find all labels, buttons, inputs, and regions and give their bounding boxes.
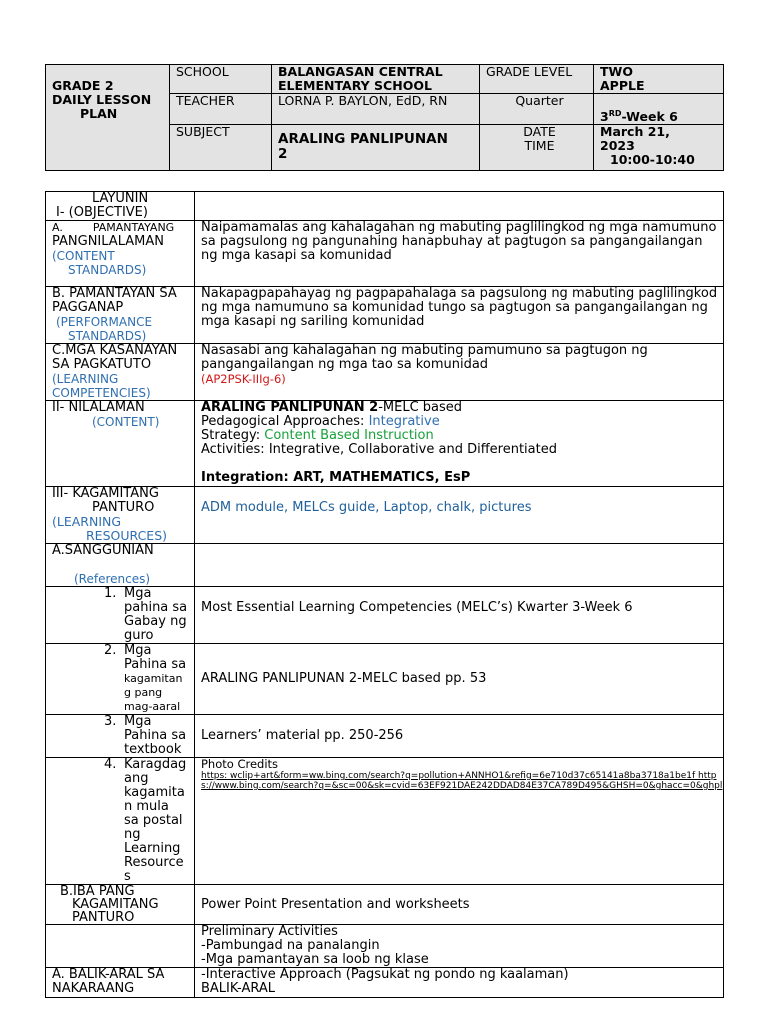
- ref3-label: 3. Mga Pahina sa textbook: [46, 715, 195, 758]
- quarter-value: 3RD-Week 6: [594, 94, 724, 125]
- dlp-title: GRADE 2 DAILY LESSON PLAN: [46, 65, 170, 171]
- competencies-label: C.MGA KASANAYAN SA PAGKATUTO (LEARNING COMPETENCIES): [46, 344, 195, 401]
- performance-standards-text: Nakapagpapahayag ng pagpapahalaga sa pagsulong ng mabuting paglilingkod ng mga namumuno sa komunidad tungo sa pagtugon sa pangangailangan ng mga kasapi ng sariling komunidad: [195, 287, 724, 344]
- photo-credits-label: Photo Credits: [201, 757, 279, 771]
- school-label: SCHOOL: [170, 65, 272, 94]
- ref2-text: ARALING PANLIPUNAN 2-MELC based pp. 53: [195, 644, 724, 715]
- row-ref-teacher-guide: [46, 587, 724, 644]
- ref3-text: Learners’ material pp. 250-256: [195, 715, 724, 758]
- content-standards-label: A. PAMANTAYANG PANGNILALAMAN (CONTENT STANDARDS): [46, 221, 195, 287]
- ref4-text: [195, 758, 724, 885]
- ref1-label: 1. Mga pahina sa Gabay ng guro: [46, 587, 195, 644]
- preliminary-label: [46, 925, 195, 968]
- school-value: BALANGASAN CENTRAL ELEMENTARY SCHOOL: [272, 65, 480, 94]
- ref1-text: Most Essential Learning Competencies (MELC’s) Kwarter 3-Week 6: [195, 587, 724, 644]
- ref4-label: 4. Karagdag ang kagamita n mula sa postal ng Learning Resource s: [46, 758, 195, 885]
- references-value: [195, 544, 724, 587]
- resources-text: ADM module, MELCs guide, Laptop, chalk, pictures: [195, 487, 724, 544]
- row-content: [46, 401, 724, 487]
- row-objective: [46, 192, 724, 221]
- ref2-label: 2. Mga Pahina sa kagamitan g pang mag-aaral: [46, 644, 195, 715]
- row-content-standards: [46, 221, 724, 287]
- teacher-label: TEACHER: [170, 94, 272, 125]
- grade-level-value: TWO APPLE: [594, 65, 724, 94]
- photo-credits-link[interactable]: https: wclip+art&form=ww.bing.com/search?q=pollution+ANNHO1&refig=6e710d37c65141a8ba3718a1be1f https://www.bing.com/search?q=&sc=00&sk=cvid=63EF921DAE242DDAD84E37CA789D495&GHSH=0&ghacc=0&ghpl: [201, 771, 723, 791]
- row-competencies: [46, 344, 724, 401]
- header-table: [45, 64, 724, 171]
- row-performance-standards: [46, 287, 724, 344]
- other-resources-label: B.IBA PANG KAGAMITANG PANTURO: [46, 885, 195, 925]
- subject-value: ARALING PANLIPUNAN 2: [272, 125, 480, 171]
- subject-label: SUBJECT: [170, 125, 272, 171]
- grade-level-label: GRADE LEVEL: [480, 65, 594, 94]
- objective-label: LAYUNIN I- (OBJECTIVE): [46, 192, 195, 221]
- content-standards-text: Naipamamalas ang kahalagahan ng mabuting paglilingkod ng mga namumuno sa pagsulong ng pangunahing hanapbuhay at pagtugon sa pangangailangan ng mga kasapi sa komunidad: [195, 221, 724, 287]
- row-preliminary: [46, 925, 724, 968]
- resources-label: III- KAGAMITANG PANTURO (LEARNING RESOURCES): [46, 487, 195, 544]
- row-references: [46, 544, 724, 587]
- performance-standards-label: B. PAMANTAYAN SA PAGGANAP (PERFORMANCE STANDARDS): [46, 287, 195, 344]
- row-ref-learner-material: [46, 644, 724, 715]
- quarter-label: Quarter: [480, 94, 594, 125]
- other-resources-text: Power Point Presentation and worksheets: [195, 885, 724, 925]
- row-ref-additional: [46, 758, 724, 885]
- objective-value: [195, 192, 724, 221]
- references-label: A.SANGGUNIAN (References): [46, 544, 195, 587]
- preliminary-text: Preliminary Activities -Pambungad na panalangin -Mga pamantayan sa loob ng klase: [195, 925, 724, 968]
- review-label: A. BALIK-ARAL SA NAKARAANG: [46, 968, 195, 998]
- row-resources: [46, 487, 724, 544]
- date-time-label: DATE TIME: [480, 125, 594, 171]
- date-time-value: March 21, 2023 10:00-10:40: [594, 125, 724, 171]
- review-text: -Interactive Approach (Pagsukat ng pondo ng kaalaman) BALIK-ARAL: [195, 968, 724, 998]
- content-text: ARALING PANLIPUNAN 2-MELC based Pedagogical Approaches: Integrative Strategy: Content Based Instruction Activities: Integrative, Collaborative and Differentiated Integration: ART, MATHEMATICS, EsP: [195, 401, 724, 487]
- teacher-value: LORNA P. BAYLON, EdD, RN: [272, 94, 480, 125]
- competencies-text: Nasasabi ang kahalagahan ng mabuting pamumuno sa pagtugon ng pangangailangan ng mga tao sa komunidad (AP2PSK-IIIg-6): [195, 344, 724, 401]
- row-review: [46, 968, 724, 998]
- lesson-plan-table: [45, 191, 724, 998]
- row-ref-textbook: [46, 715, 724, 758]
- row-other-resources: [46, 885, 724, 925]
- content-label: II- NILALAMAN (CONTENT): [46, 401, 195, 487]
